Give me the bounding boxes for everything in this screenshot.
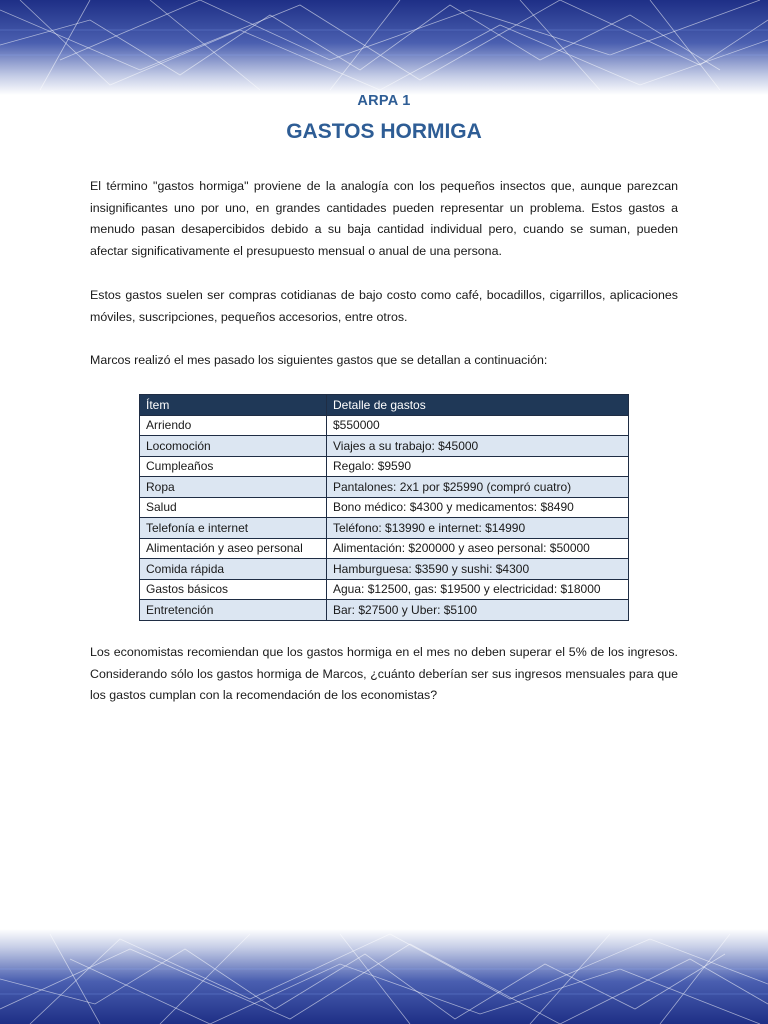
column-header-item: Ítem — [140, 395, 327, 416]
table-row — [140, 600, 629, 621]
table-header-row — [140, 395, 629, 416]
expenses-table — [139, 394, 629, 621]
table-row — [140, 538, 629, 559]
item-cell: Alimentación y aseo personal — [140, 538, 327, 559]
detail-cell: $550000 — [327, 415, 629, 436]
table-row — [140, 497, 629, 518]
table-row — [140, 415, 629, 436]
detail-cell: Alimentación: $200000 y aseo personal: $50000 — [327, 538, 629, 559]
item-cell: Cumpleaños — [140, 456, 327, 477]
table-intro-paragraph: Marcos realizó el mes pasado los siguientes gastos que se detallan a continuación: — [90, 353, 548, 367]
top-banner-graphic — [0, 0, 768, 95]
table-row — [140, 559, 629, 580]
question-paragraph: Los economistas recomiendan que los gastos hormiga en el mes no deben superar el 5% de los ingresos. Considerando sólo los gastos hormiga de Marcos, ¿cuánto deberían ser sus ingresos mensuales para que los gastos cumplan con la recomendación de los economistas? — [90, 645, 678, 703]
table-row — [140, 477, 629, 498]
detail-cell: Bono médico: $4300 y medicamentos: $8490 — [327, 497, 629, 518]
item-cell: Ropa — [140, 477, 327, 498]
document-title: GASTOS HORMIGA — [286, 120, 482, 143]
bottom-decorative-banner — [0, 929, 768, 1024]
item-cell: Telefonía e internet — [140, 518, 327, 539]
document-supertitle: ARPA 1 — [357, 93, 411, 109]
item-cell: Entretención — [140, 600, 327, 621]
top-decorative-banner — [0, 0, 768, 95]
item-cell: Gastos básicos — [140, 579, 327, 600]
table-row — [140, 579, 629, 600]
detail-cell: Regalo: $9590 — [327, 456, 629, 477]
detail-cell: Hamburguesa: $3590 y sushi: $4300 — [327, 559, 629, 580]
table-row — [140, 456, 629, 477]
column-header-detail: Detalle de gastos — [327, 395, 629, 416]
detail-cell: Pantalones: 2x1 por $25990 (compró cuatro) — [327, 477, 629, 498]
item-cell: Arriendo — [140, 415, 327, 436]
detail-cell: Viajes a su trabajo: $45000 — [327, 436, 629, 457]
detail-cell: Teléfono: $13990 e internet: $14990 — [327, 518, 629, 539]
item-cell: Locomoción — [140, 436, 327, 457]
table-row — [140, 518, 629, 539]
item-cell: Comida rápida — [140, 559, 327, 580]
item-cell: Salud — [140, 497, 327, 518]
examples-paragraph: Estos gastos suelen ser compras cotidianas de bajo costo como café, bocadillos, cigarrillos, aplicaciones móviles, suscripciones, pequeños accesorios, entre otros. — [90, 288, 678, 324]
intro-paragraph: El término "gastos hormiga" proviene de la analogía con los pequeños insectos que, aunque parezcan insignificantes uno por uno, en grandes cantidades pueden representar un problema. Estos gastos a menudo pasan desapercibidos debido a su baja cantidad individual pero, cuando se suman, pueden afectar significativamente el presupuesto mensual o anual de una persona. — [90, 179, 678, 259]
bottom-banner-graphic — [0, 929, 768, 1024]
detail-cell: Agua: $12500, gas: $19500 y electricidad: $18000 — [327, 579, 629, 600]
table-row — [140, 436, 629, 457]
detail-cell: Bar: $27500 y Uber: $5100 — [327, 600, 629, 621]
